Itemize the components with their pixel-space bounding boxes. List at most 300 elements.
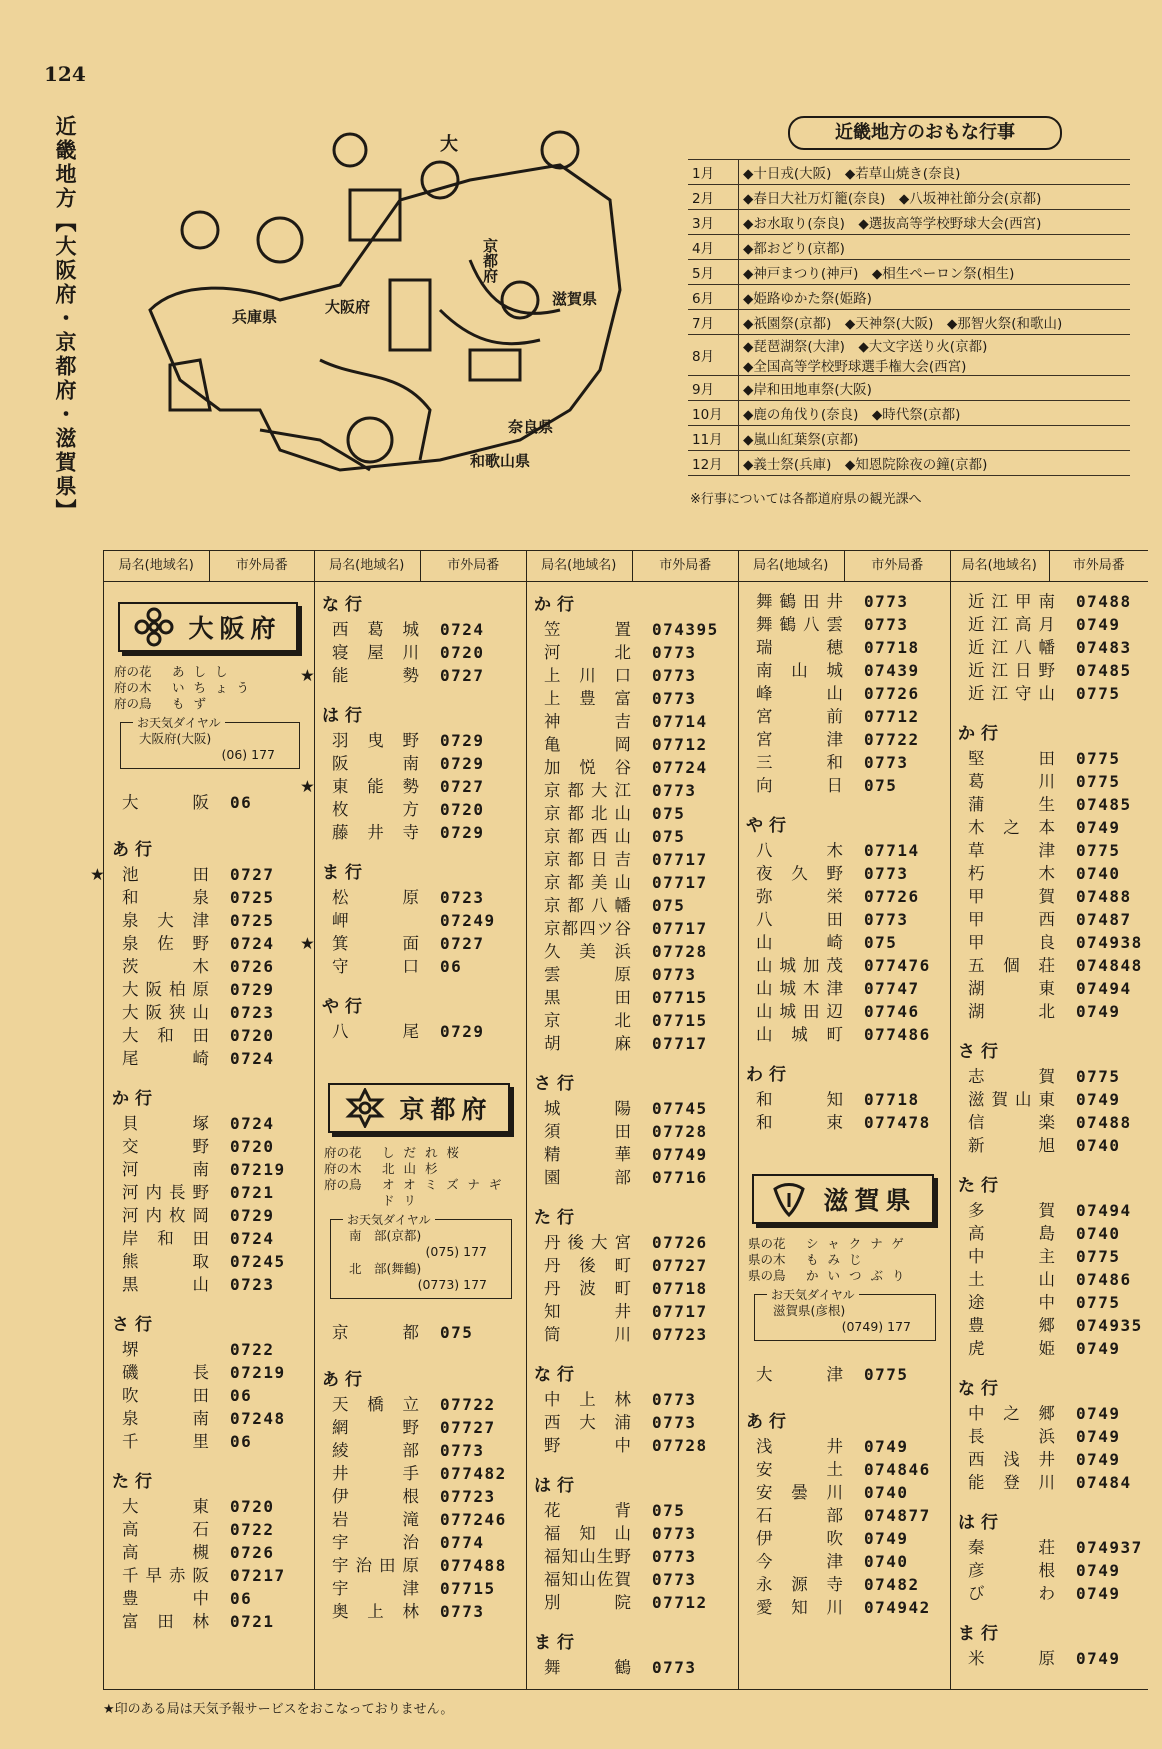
area-code: 0775 xyxy=(1076,841,1121,860)
area-code: 0749 xyxy=(1076,1427,1121,1446)
area-code: 0773 xyxy=(652,1390,697,1409)
kana-group-heading: な行 xyxy=(322,595,368,615)
office-name: 福知山 xyxy=(544,1524,632,1543)
kana-group-heading: は行 xyxy=(534,1476,580,1496)
office-row xyxy=(526,1568,738,1591)
area-code: 0749 xyxy=(1076,1339,1121,1358)
office-row xyxy=(314,1020,526,1043)
office-row xyxy=(950,1471,1148,1494)
office-name: 朽木 xyxy=(968,864,1056,883)
office-name: 途中 xyxy=(968,1293,1056,1312)
office-name: 泉佐野 xyxy=(122,934,210,953)
area-code: 07728 xyxy=(652,942,708,961)
office-row xyxy=(104,1204,314,1227)
event-text: ◆祇園祭(京都) ◆天神祭(大阪) ◆那智火祭(和歌山) xyxy=(743,316,1063,332)
main-office-row xyxy=(738,1363,950,1393)
area-code: 0775 xyxy=(1076,772,1121,791)
office-name: 山城町 xyxy=(756,1025,844,1044)
event-text: ◆都おどり(京都) xyxy=(743,241,845,257)
event-list xyxy=(739,335,1131,376)
event-row xyxy=(688,335,1130,376)
area-code: 07488 xyxy=(1076,592,1132,611)
office-name: 河内長野 xyxy=(122,1183,210,1202)
area-code: 0721 xyxy=(230,1612,275,1631)
area-code: 074846 xyxy=(864,1460,931,1479)
office-row xyxy=(104,1135,314,1158)
directory-column-1 xyxy=(90,551,315,1689)
office-row xyxy=(950,1536,1148,1559)
area-code: 0729 xyxy=(440,1022,485,1041)
office-row xyxy=(738,1481,950,1504)
office-name: 京都大江 xyxy=(544,781,632,800)
area-code: 07728 xyxy=(652,1122,708,1141)
office-row xyxy=(526,664,738,687)
office-name: 能登川 xyxy=(968,1473,1056,1492)
office-row xyxy=(526,1499,738,1522)
office-name: 米原 xyxy=(968,1649,1056,1668)
event-month: 11月 xyxy=(688,426,739,451)
office-name: 葛川 xyxy=(968,772,1056,791)
kana-group-heading: あ行 xyxy=(322,1370,368,1390)
area-code: 0720 xyxy=(440,643,485,662)
office-name: 豊郷 xyxy=(968,1316,1056,1335)
office-name: 高島 xyxy=(968,1224,1056,1243)
area-code: 0749 xyxy=(1076,1002,1121,1021)
area-code: 07723 xyxy=(652,1325,708,1344)
office-name: 浅井 xyxy=(756,1437,844,1456)
office-row xyxy=(314,798,526,821)
pref-name-osaka: 大阪府 xyxy=(118,602,298,652)
office-name: 和知 xyxy=(756,1090,844,1109)
symbol-label: 府の花 xyxy=(114,664,152,679)
office-name: 夜久野 xyxy=(756,864,844,883)
area-code: 07439 xyxy=(864,661,920,680)
area-code: 07724 xyxy=(652,758,708,777)
office-name: 交野 xyxy=(122,1137,210,1156)
office-name: 泉大津 xyxy=(122,911,210,930)
office-row xyxy=(950,1291,1148,1314)
office-name: 茨木 xyxy=(122,957,210,976)
area-code-directory xyxy=(90,550,1148,1690)
symbol-value: しだれ桜 xyxy=(382,1145,469,1160)
office-row xyxy=(526,1411,738,1434)
office-name: 須田 xyxy=(544,1122,632,1141)
office-name: 京都日吉 xyxy=(544,850,632,869)
office-row xyxy=(314,618,526,641)
office-name: 愛知川 xyxy=(756,1598,844,1617)
office-name: 堺 xyxy=(122,1340,140,1359)
office-name: 近江日野 xyxy=(968,661,1056,680)
kana-group-heading: な行 xyxy=(534,1365,580,1385)
area-code: 0773 xyxy=(652,689,697,708)
event-row xyxy=(688,310,1130,335)
office-row xyxy=(104,1384,314,1407)
symbol-row xyxy=(748,1236,940,1252)
office-name: 舞鶴田井 xyxy=(756,592,844,611)
kana-group-heading: か行 xyxy=(534,595,580,615)
event-list xyxy=(739,260,1131,285)
office-name: 大和田 xyxy=(122,1026,210,1045)
office-row xyxy=(950,1559,1148,1582)
column-header: 局名(地域名) 市外局番 xyxy=(738,551,950,582)
office-row xyxy=(950,908,1148,931)
area-code: 0722 xyxy=(230,1340,275,1359)
office-name: 野中 xyxy=(544,1436,632,1455)
event-text: ◆全国高等学校野球選手権大会(西宮) xyxy=(743,359,967,375)
area-code: 0775 xyxy=(1076,1247,1121,1266)
area-code: 075 xyxy=(652,804,686,823)
area-code: 0773 xyxy=(652,666,697,685)
event-text: ◆鹿の角伐り(奈良) ◆時代祭(京都) xyxy=(743,407,961,423)
office-row xyxy=(314,1577,526,1600)
event-row xyxy=(688,426,1130,451)
office-name: 丹波町 xyxy=(544,1279,632,1298)
office-name: 永源寺 xyxy=(756,1575,844,1594)
symbol-label: 府の木 xyxy=(324,1161,362,1176)
area-code: 075 xyxy=(864,776,898,795)
event-text: ◆春日大社万灯籠(奈良) ◆八坂神社節分会(京都) xyxy=(743,191,1042,207)
office-row xyxy=(738,636,950,659)
shiga-emblem-icon xyxy=(769,1179,809,1219)
office-name: 京都北山 xyxy=(544,804,632,823)
shiga-symbols xyxy=(748,1236,940,1284)
event-list xyxy=(739,451,1131,476)
office-row xyxy=(314,1508,526,1531)
office-row xyxy=(104,1158,314,1181)
office-name: 今津 xyxy=(756,1552,844,1571)
area-code: 07717 xyxy=(652,850,708,869)
office-name: 多賀 xyxy=(968,1201,1056,1220)
office-name: 河南 xyxy=(122,1160,210,1179)
office-name: 大東 xyxy=(122,1497,210,1516)
office-name: 加悦谷 xyxy=(544,758,632,777)
area-code: 07723 xyxy=(440,1487,496,1506)
office-row xyxy=(950,659,1148,682)
area-code: 07494 xyxy=(1076,1201,1132,1220)
area-code: 06 xyxy=(230,1386,253,1405)
office-name: 西浅井 xyxy=(968,1450,1056,1469)
office-row xyxy=(314,1554,526,1577)
area-code: 0727 xyxy=(440,666,485,685)
office-name: 京北 xyxy=(544,1011,632,1030)
area-code: 07217 xyxy=(230,1566,286,1585)
event-month: 2月 xyxy=(688,185,739,210)
office-row xyxy=(738,1111,950,1134)
office-row xyxy=(526,1097,738,1120)
area-code: 0721 xyxy=(230,1183,275,1202)
kyoto-weather-dial: お天気ダイヤル 南 部(京都) (075) 177 北 部(舞鶴) (0773) 177 xyxy=(330,1219,512,1299)
area-code: 0727 xyxy=(230,865,275,884)
office-row xyxy=(104,1564,314,1587)
area-code: 07482 xyxy=(864,1575,920,1594)
event-list xyxy=(739,160,1131,185)
map-label-kyoto: 京都府 xyxy=(481,238,499,283)
office-name: 藤井寺 xyxy=(332,823,420,842)
pref-name-kyoto: 京都府 xyxy=(328,1083,510,1133)
office-row xyxy=(950,1134,1148,1157)
area-code: 0749 xyxy=(1076,818,1121,837)
office-row xyxy=(738,682,950,705)
area-code: 0720 xyxy=(440,800,485,819)
area-code: 07494 xyxy=(1076,979,1132,998)
event-month: 8月 xyxy=(688,335,739,376)
office-name: 石部 xyxy=(756,1506,844,1525)
office-row xyxy=(300,932,526,955)
event-month: 12月 xyxy=(688,451,739,476)
office-row xyxy=(104,955,314,978)
area-code: 07245 xyxy=(230,1252,286,1271)
office-name: 南山城 xyxy=(756,661,844,680)
office-row xyxy=(738,590,950,613)
area-code: 0775 xyxy=(1076,1293,1121,1312)
symbol-row xyxy=(114,680,304,696)
office-row xyxy=(526,618,738,641)
office-name: 尾崎 xyxy=(122,1049,210,1068)
office-name: 福知山生野 xyxy=(544,1547,632,1566)
kyoto-emblem-icon xyxy=(345,1088,385,1128)
office-name: 山城木津 xyxy=(756,979,844,998)
map-label-hyogo: 兵庫県 xyxy=(232,308,278,326)
symbol-row xyxy=(114,696,304,712)
area-code: 07715 xyxy=(652,1011,708,1030)
office-name: 湖北 xyxy=(968,1002,1056,1021)
office-row xyxy=(950,590,1148,613)
footnote: ★印のある局は天気予報サービスをおこなっておりません。 xyxy=(103,1702,454,1717)
office-name: 大阪柏原 xyxy=(122,980,210,999)
area-code: 07485 xyxy=(1076,795,1132,814)
symbol-value: 北山杉 xyxy=(382,1161,447,1176)
symbol-row xyxy=(324,1161,516,1177)
area-code: 07715 xyxy=(440,1579,496,1598)
area-code: 0749 xyxy=(1076,1450,1121,1469)
office-name: 秦荘 xyxy=(968,1538,1056,1557)
event-row xyxy=(688,185,1130,210)
area-code: 07718 xyxy=(864,1090,920,1109)
office-name: 堅田 xyxy=(968,749,1056,768)
kana-group-heading: や行 xyxy=(322,997,368,1017)
symbol-row xyxy=(748,1268,940,1284)
office-row xyxy=(526,687,738,710)
area-code: 0773 xyxy=(864,592,909,611)
event-month: 6月 xyxy=(688,285,739,310)
map-label-dai: 大 xyxy=(440,134,458,155)
office-row xyxy=(526,1656,738,1679)
area-code: 06 xyxy=(230,793,253,812)
area-code: 0749 xyxy=(864,1437,909,1456)
office-name: 宇治 xyxy=(332,1533,420,1552)
office-row xyxy=(526,1300,738,1323)
office-row xyxy=(104,1250,314,1273)
event-row xyxy=(688,451,1130,476)
column-header: 局名(地域名) 市外局番 xyxy=(314,551,526,582)
office-row xyxy=(526,871,738,894)
area-code: 0729 xyxy=(440,731,485,750)
office-row xyxy=(314,1393,526,1416)
office-name: 西葛城 xyxy=(332,620,420,639)
office-row xyxy=(526,1254,738,1277)
symbol-value: もず xyxy=(172,696,216,711)
office-name: 和泉 xyxy=(122,888,210,907)
area-code: 074935 xyxy=(1076,1316,1143,1335)
symbol-label: 府の花 xyxy=(324,1145,362,1160)
area-code: 0740 xyxy=(864,1552,909,1571)
office-name: 安曇川 xyxy=(756,1483,844,1502)
area-code: 07714 xyxy=(652,712,708,731)
area-code: 0729 xyxy=(440,823,485,842)
area-code: 077482 xyxy=(440,1464,507,1483)
area-code: 0724 xyxy=(230,1229,275,1248)
column-header: 局名(地域名) 市外局番 xyxy=(526,551,738,582)
office-name: 瑞穂 xyxy=(756,638,844,657)
office-row xyxy=(104,1181,314,1204)
area-code: 0775 xyxy=(864,1365,909,1384)
event-row xyxy=(688,260,1130,285)
area-code: 0723 xyxy=(440,888,485,907)
area-code: 0720 xyxy=(230,1497,275,1516)
office-name: 京都西山 xyxy=(544,827,632,846)
office-name: 大阪 xyxy=(122,793,210,812)
office-row xyxy=(526,710,738,733)
area-code: 075 xyxy=(652,827,686,846)
events-title: 近畿地方のおもな行事 xyxy=(788,116,1062,150)
area-code: 0773 xyxy=(652,965,697,984)
no-weather-star-icon: ★ xyxy=(300,666,315,685)
office-row xyxy=(738,774,950,797)
kana-group-heading: か行 xyxy=(112,1089,158,1109)
office-row xyxy=(526,963,738,986)
office-name: 花背 xyxy=(544,1501,632,1520)
office-name: 貝塚 xyxy=(122,1114,210,1133)
kana-group-heading: ま行 xyxy=(322,863,368,883)
office-row xyxy=(314,1439,526,1462)
directory-column-2 xyxy=(300,551,527,1689)
kana-group-heading: ま行 xyxy=(534,1633,580,1653)
office-row xyxy=(526,1545,738,1568)
office-row xyxy=(738,728,950,751)
office-row xyxy=(314,1600,526,1623)
office-row xyxy=(526,894,738,917)
event-list xyxy=(739,285,1131,310)
office-row xyxy=(314,955,526,978)
office-row xyxy=(950,747,1148,770)
area-code: 0740 xyxy=(1076,1224,1121,1243)
office-row xyxy=(950,1582,1148,1605)
events-table xyxy=(688,159,1130,476)
symbol-label: 府の木 xyxy=(114,680,152,695)
area-code: 0774 xyxy=(440,1533,485,1552)
office-name: 近江甲南 xyxy=(968,592,1056,611)
office-name: 天橋立 xyxy=(332,1395,420,1414)
area-code: 0749 xyxy=(1076,1404,1121,1423)
area-code: 07717 xyxy=(652,873,708,892)
office-name: 富田林 xyxy=(122,1612,210,1631)
office-name: 精華 xyxy=(544,1145,632,1164)
office-name: 三和 xyxy=(756,753,844,772)
office-row xyxy=(738,751,950,774)
directory-column-3 xyxy=(526,551,739,1689)
office-name: 城陽 xyxy=(544,1099,632,1118)
office-row xyxy=(950,1111,1148,1134)
map-label-nara: 奈良県 xyxy=(508,418,554,436)
no-weather-star-icon: ★ xyxy=(90,865,105,884)
directory-column-5 xyxy=(950,551,1148,1689)
kana-group-heading: は行 xyxy=(958,1513,1004,1533)
office-name: 京都 xyxy=(332,1323,420,1342)
office-name: 上豊富 xyxy=(544,689,632,708)
area-code: 07484 xyxy=(1076,1473,1132,1492)
office-row xyxy=(526,756,738,779)
kana-group-heading: た行 xyxy=(958,1176,1004,1196)
event-text: ◆嵐山紅葉祭(京都) xyxy=(743,432,859,448)
area-code: 0773 xyxy=(652,781,697,800)
office-row xyxy=(526,1591,738,1614)
kana-group-heading: か行 xyxy=(958,724,1004,744)
office-name: 井手 xyxy=(332,1464,420,1483)
area-code: 06 xyxy=(230,1589,253,1608)
office-name: 磯長 xyxy=(122,1363,210,1382)
area-code: 0740 xyxy=(1076,864,1121,883)
office-name: 西大浦 xyxy=(544,1413,632,1432)
office-name: 山城加茂 xyxy=(756,956,844,975)
area-code: 07747 xyxy=(864,979,920,998)
area-code: 0726 xyxy=(230,1543,275,1562)
office-name: 滋賀山東 xyxy=(968,1090,1056,1109)
area-code: 07219 xyxy=(230,1363,286,1382)
area-code: 0775 xyxy=(1076,749,1121,768)
office-name: 信楽 xyxy=(968,1113,1056,1132)
event-list xyxy=(739,401,1131,426)
area-code: 075 xyxy=(864,933,898,952)
event-list xyxy=(739,185,1131,210)
office-name: 守口 xyxy=(332,957,420,976)
office-row xyxy=(738,1527,950,1550)
office-row xyxy=(738,908,950,931)
office-name: 岬 xyxy=(332,911,350,930)
symbol-value: あしし xyxy=(172,664,237,679)
office-row xyxy=(104,1273,314,1296)
area-code: 07717 xyxy=(652,919,708,938)
main-office-row xyxy=(314,1321,526,1351)
office-row xyxy=(104,1407,314,1430)
office-name: 上川口 xyxy=(544,666,632,685)
office-name: 甲西 xyxy=(968,910,1056,929)
area-code: 0749 xyxy=(1076,1649,1121,1668)
office-name: 甲賀 xyxy=(968,887,1056,906)
office-row xyxy=(314,729,526,752)
office-name: 池田 xyxy=(122,865,210,884)
office-row xyxy=(526,1388,738,1411)
office-row xyxy=(314,886,526,909)
kana-group-heading: ま行 xyxy=(958,1624,1004,1644)
office-row xyxy=(950,862,1148,885)
office-row xyxy=(738,1596,950,1619)
office-row xyxy=(738,931,950,954)
area-code: 07722 xyxy=(440,1395,496,1414)
shiga-box xyxy=(748,1174,940,1341)
kana-group-heading: な行 xyxy=(958,1379,1004,1399)
office-name: 久美浜 xyxy=(544,942,632,961)
event-row xyxy=(688,285,1130,310)
office-row xyxy=(314,1485,526,1508)
event-text: ◆義士祭(兵庫) ◆知恩院除夜の鐘(京都) xyxy=(743,457,988,473)
office-row xyxy=(738,1435,950,1458)
area-code: 07487 xyxy=(1076,910,1132,929)
office-row xyxy=(526,1434,738,1457)
kana-group-heading: た行 xyxy=(534,1208,580,1228)
office-row xyxy=(526,825,738,848)
area-code: 074937 xyxy=(1076,1538,1143,1557)
office-name: 京都四ツ谷 xyxy=(544,919,632,938)
